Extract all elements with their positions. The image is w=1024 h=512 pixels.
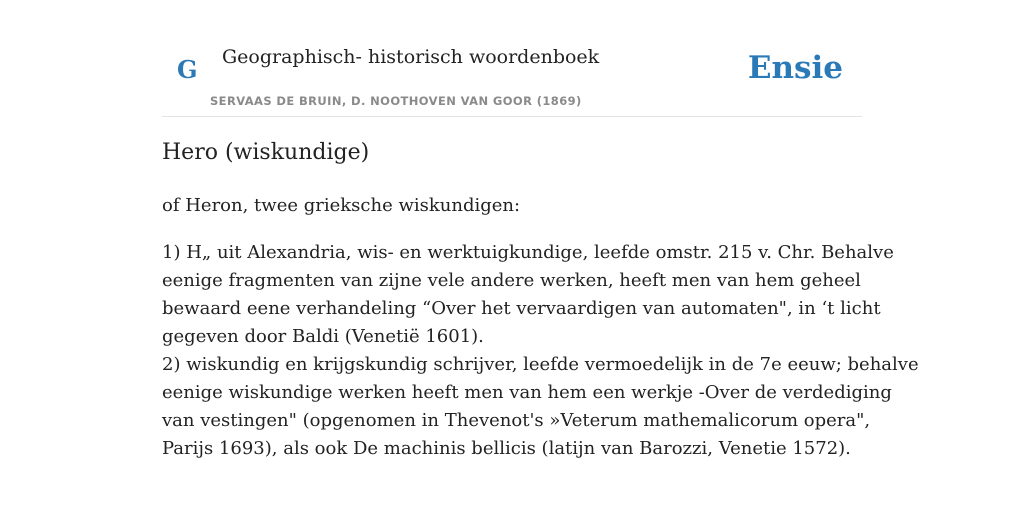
entry-body-line: bewaard eene verhandeling “Over het vervaardigen van automaten", in ‘t licht bbox=[162, 298, 881, 319]
entry-body-line: gegeven door Baldi (Venetië 1601). bbox=[162, 326, 484, 347]
entry-body-line: Parijs 1693), als ook De machinis bellicis (latijn van Barozzi, Venetie 1572). bbox=[162, 438, 851, 459]
book-title[interactable]: Geographisch- historisch woordenboek bbox=[222, 46, 600, 68]
header bbox=[162, 0, 862, 117]
entry-body-line: van vestingen" (opgenomen in Thevenot's »Veterum mathemalicorum opera", bbox=[162, 410, 871, 431]
entry-body bbox=[162, 239, 919, 463]
entry-body-line: eenige wiskundige werken heeft men van hem een werkje -Over de verdediging bbox=[162, 382, 892, 403]
ensie-logo[interactable]: Ensie bbox=[747, 50, 843, 86]
book-logo[interactable]: G bbox=[177, 55, 198, 84]
entry-intro: of Heron, twee grieksche wiskundigen: bbox=[162, 195, 521, 216]
entry-body-line: eenige fragmenten van zijne vele andere werken, heeft men van hem geheel bbox=[162, 270, 861, 291]
book-author: SERVAAS DE BRUIN, D. NOOTHOVEN VAN GOOR (1869) bbox=[210, 94, 582, 108]
entry-body-line: 2) wiskundig en krijgskundig schrijver, leefde vermoedelijk in de 7e eeuw; behalve bbox=[162, 354, 919, 375]
entry-title: Hero (wiskundige) bbox=[162, 140, 370, 165]
entry-body-line: 1) H„ uit Alexandria, wis- en werktuigkundige, leefde omstr. 215 v. Chr. Behalve bbox=[162, 242, 894, 263]
page-container bbox=[162, 0, 919, 459]
